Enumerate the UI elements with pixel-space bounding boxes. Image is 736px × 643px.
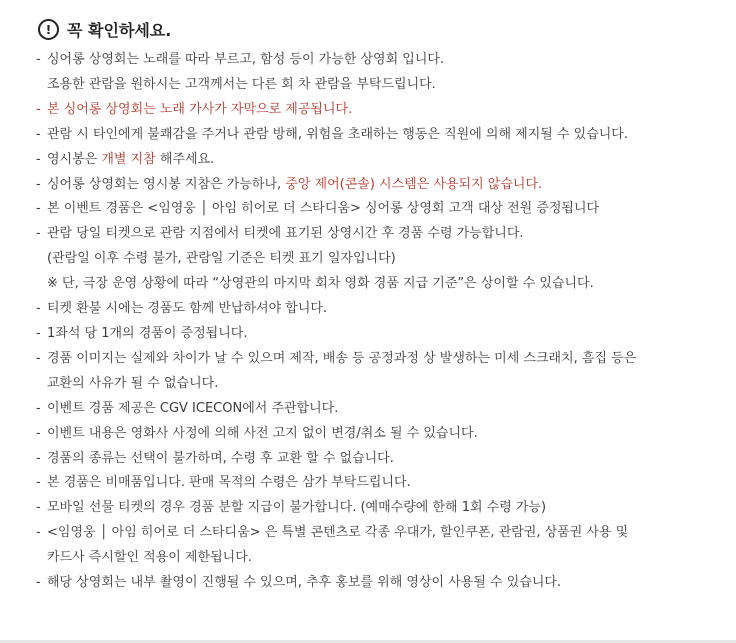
- notice-item: [36, 471, 731, 496]
- notice-text: [47, 347, 731, 397]
- notice-line-continued: 조용한 관람을 원하시는 고객께서는 다른 회 차 관람을 부탁드립니다.: [47, 76, 436, 92]
- notice-line: [47, 48, 731, 73]
- notice-item: [36, 297, 731, 322]
- notice-text: [47, 222, 731, 297]
- text-segment: 본 경품은 비매품입니다. 판매 목적의 수령은 삼가 부탁드립니다.: [47, 475, 411, 491]
- notice-header: [38, 18, 171, 41]
- notice-line: [47, 98, 731, 123]
- text-segment: 1좌석 당 1개의 경품이 증정됩니다.: [47, 325, 248, 341]
- notice-text: [47, 496, 731, 521]
- bullet-dash: -: [36, 301, 41, 317]
- highlight-text: 중앙 제어(콘솔) 시스템은 사용되지 않습니다.: [285, 176, 543, 192]
- notice-line-continued: ※ 단, 극장 운영 상황에 따라 “상영관의 마지막 회차 영화 경품 지급 기준”은 상이할 수 있습니다.: [47, 276, 594, 292]
- notice-line: [47, 123, 731, 148]
- notice-item: [36, 496, 731, 521]
- notice-list: [36, 48, 731, 596]
- bullet-dash: -: [36, 500, 41, 516]
- notice-item: [36, 422, 731, 447]
- notice-line-continued: 교환의 사유가 될 수 없습니다.: [47, 375, 219, 391]
- text-segment: 해당 상영회는 내부 촬영이 진행될 수 있으며, 추후 홍보를 위해 영상이 사용될 수 있습니다.: [47, 575, 562, 591]
- exclamation-circle-icon: !: [38, 19, 59, 40]
- notice-text: [47, 397, 731, 422]
- text-segment: 본 이벤트 경품은 <임영웅 │ 아임 히어로 더 스타디움> 싱어롱 상영회 고객 대상 전원 증정됩니다: [47, 201, 600, 217]
- notice-line: [47, 397, 731, 422]
- highlight-text: 본 싱어롱 상영회는 노래 가사가 자막으로 제공됩니다.: [47, 101, 353, 117]
- bullet-dash: -: [36, 525, 41, 541]
- text-segment: 싱어롱 상영회는 노래를 따라 부르고, 함성 등이 가능한 상영회 입니다.: [47, 52, 445, 67]
- notice-item: [36, 173, 731, 198]
- notice-line: [47, 471, 731, 496]
- notice-text: [47, 123, 731, 148]
- bullet-dash: -: [36, 226, 41, 242]
- notice-line-continued: (관람일 이후 수령 불가, 관람일 기준은 티켓 표기 일자입니다): [47, 251, 396, 267]
- notice-text: [47, 422, 731, 447]
- notice-item: [36, 322, 731, 347]
- bullet-dash: -: [36, 425, 41, 441]
- notice-item: [36, 447, 731, 472]
- bullet-dash: -: [36, 400, 41, 416]
- notice-line: [47, 571, 731, 596]
- text-segment: 티켓 환불 시에는 경품도 함께 반납하셔야 합니다.: [47, 301, 328, 317]
- notice-line: [47, 197, 731, 222]
- bullet-dash: -: [36, 450, 41, 466]
- notice-line: [47, 447, 731, 472]
- text-segment: 모바일 선물 티켓의 경우 경품 분할 지급이 불가합니다. (예매수량에 한해 1회 수령 가능): [47, 500, 547, 516]
- notice-line: [47, 297, 731, 322]
- bullet-dash: -: [36, 325, 41, 341]
- notice-line: [47, 322, 731, 347]
- notice-text: [47, 173, 731, 198]
- bullet-dash: -: [36, 52, 41, 67]
- notice-item: [36, 397, 731, 422]
- notice-item: [36, 148, 731, 173]
- notice-text: [47, 48, 731, 98]
- notice-item: [36, 521, 731, 571]
- highlight-text: 개별 지참: [101, 151, 156, 167]
- bullet-dash: -: [36, 151, 41, 167]
- notice-text: [47, 322, 731, 347]
- bullet-dash: -: [36, 201, 41, 217]
- bullet-dash: -: [36, 101, 41, 117]
- notice-item: [36, 123, 731, 148]
- text-segment: <임영웅 │ 아임 히어로 더 스타디움> 은 특별 콘텐츠로 각종 우대가, 할인쿠폰, 관람권, 상품권 사용 및: [47, 525, 629, 541]
- notice-line: [47, 422, 731, 447]
- notice-line: [47, 496, 731, 521]
- notice-title: 꼭 확인하세요.: [67, 21, 172, 40]
- notice-text: [47, 447, 731, 472]
- notice-line: [47, 173, 731, 198]
- text-segment: 경품의 종류는 선택이 불가하며, 수령 후 교환 할 수 없습니다.: [47, 450, 394, 466]
- text-segment: 영시봉은: [47, 151, 102, 167]
- notice-text: [47, 297, 731, 322]
- bullet-dash: -: [36, 575, 41, 591]
- notice-line-continued: 카드사 즉시할인 적용이 제한됩니다.: [47, 550, 252, 566]
- notice-item: [36, 98, 731, 123]
- notice-item: [36, 347, 731, 397]
- notice-line: [47, 521, 731, 546]
- text-segment: 관람 당일 티켓으로 관람 지점에서 티켓에 표기된 상영시간 후 경품 수령 가능합니다.: [47, 226, 524, 242]
- notice-text: [47, 471, 731, 496]
- text-segment: 경품 이미지는 실제와 차이가 날 수 있으며 제작, 배송 등 공정과정 상 발생하는 미세 스크래치, 흠집 등은: [47, 350, 637, 366]
- notice-item: [36, 571, 731, 596]
- notice-item: [36, 48, 731, 98]
- notice-text: [47, 98, 731, 123]
- text-segment: 이벤트 내용은 영화사 사정에 의해 사전 고지 없이 변경/취소 될 수 있습니다.: [47, 425, 478, 441]
- notice-line: [47, 347, 731, 372]
- bullet-dash: -: [36, 350, 41, 366]
- text-segment: 해주세요.: [155, 151, 215, 167]
- notice-item: [36, 197, 731, 222]
- notice-text: [47, 197, 731, 222]
- bullet-dash: -: [36, 126, 41, 142]
- notice-text: [47, 521, 731, 571]
- notice-text: [47, 148, 731, 173]
- text-segment: 관람 시 타인에게 불쾌감을 주거나 관람 방해, 위험을 초래하는 행동은 직원에 의해 제지될 수 있습니다.: [47, 126, 628, 142]
- text-segment: 이벤트 경품 제공은 CGV ICECON에서 주관합니다.: [47, 400, 339, 416]
- notice-item: [36, 222, 731, 297]
- notice-line: [47, 148, 731, 173]
- bullet-dash: -: [36, 176, 41, 192]
- notice-line: [47, 222, 731, 247]
- text-segment: 싱어롱 상영회는 영시봉 지참은 가능하나,: [47, 176, 286, 192]
- notice-text: [47, 571, 731, 596]
- bullet-dash: -: [36, 475, 41, 491]
